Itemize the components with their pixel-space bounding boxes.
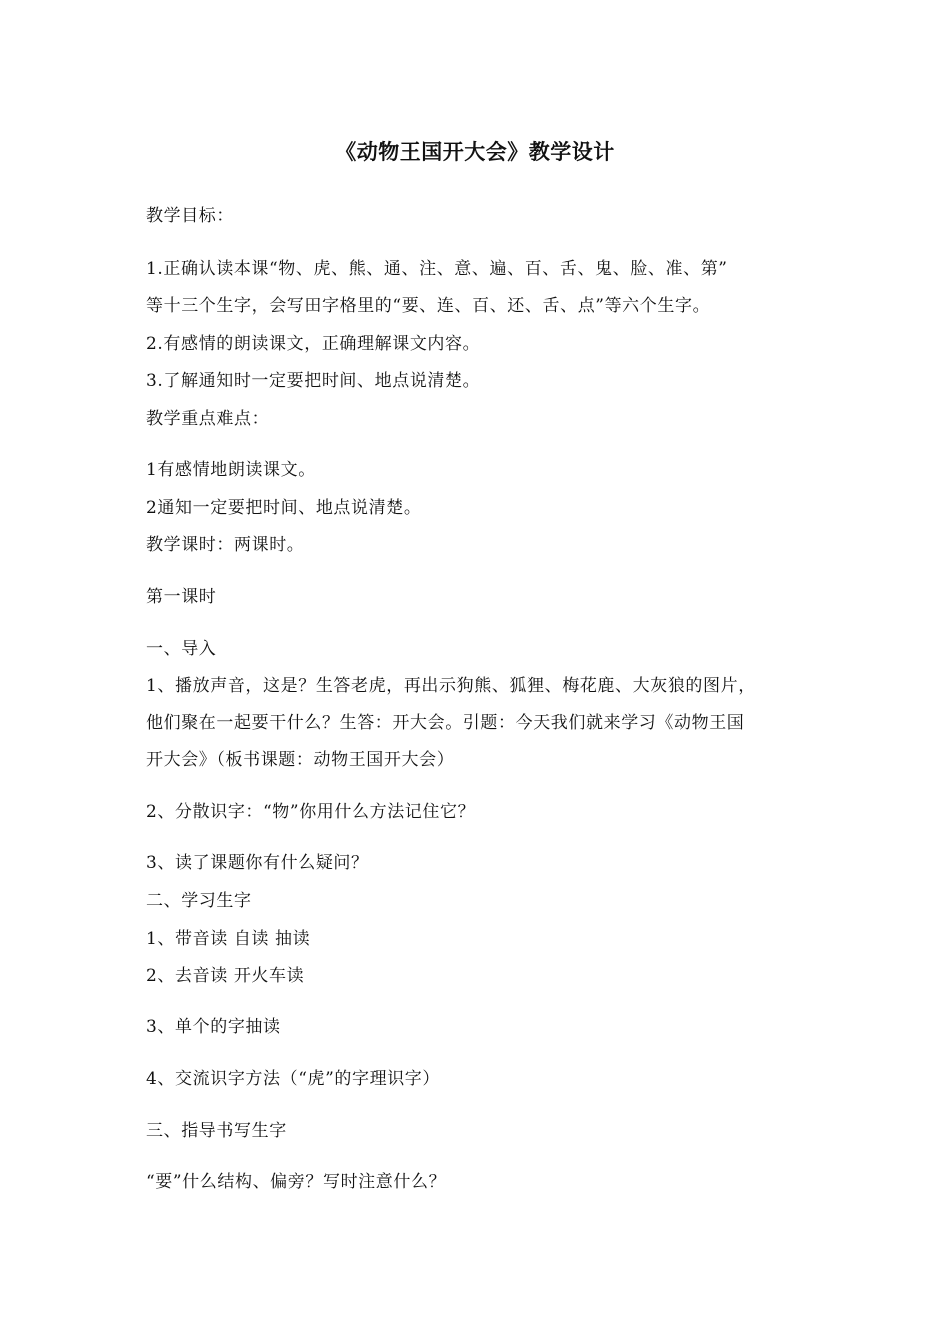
section-1-heading: 一、导入 <box>146 639 217 659</box>
writing-question: “要”什么结构、偏旁？写时注意什么？ <box>146 1172 447 1192</box>
intro-3: 3、读了课题你有什么疑问？ <box>146 853 369 873</box>
intro-1-line-1: 1、播放声音，这是？生答老虎，再出示狗熊、狐狸、梅花鹿、大灰狼的图片， <box>146 676 756 696</box>
intro-1-line-3: 开大会》（板书课题：动物王国开大会） <box>146 750 455 770</box>
class-hours: 教学课时：两课时。 <box>146 535 305 555</box>
intro-2: 2、分散识字：“物”你用什么方法记住它？ <box>146 802 476 822</box>
learn-3: 3、单个的字抽读 <box>146 1017 281 1037</box>
section-3-heading: 三、指导书写生字 <box>146 1121 287 1141</box>
goal-1-line-1: 1.正确认读本课“物、虎、熊、通、注、意、遍、百、舌、鬼、脸、准、第” <box>146 259 728 279</box>
learn-4: 4、交流识字方法（“虎”的字理识字） <box>146 1069 440 1089</box>
goal-1-line-2: 等十三个生字，会写田字格里的“要、连、百、还、舌、点”等六个生字。 <box>146 296 711 316</box>
key-points-heading: 教学重点难点： <box>146 409 270 429</box>
key-point-1: 1有感情地朗读课文。 <box>146 460 316 480</box>
learn-1: 1、带音读 自读 抽读 <box>146 929 311 949</box>
goal-3: 3.了解通知时一定要把时间、地点说清楚。 <box>146 371 481 391</box>
intro-1-line-2: 他们聚在一起要干什么？生答：开大会。引题：今天我们就来学习《动物王国 <box>146 713 745 733</box>
document-title: 《动物王国开大会》教学设计 <box>335 140 615 164</box>
section-2-heading: 二、学习生字 <box>146 891 252 911</box>
goal-2: 2.有感情的朗读课文，正确理解课文内容。 <box>146 334 481 354</box>
lesson-1-heading: 第一课时 <box>146 587 217 607</box>
learn-2: 2、去音读 开火车读 <box>146 966 305 986</box>
goals-heading: 教学目标： <box>146 206 234 226</box>
key-point-2: 2通知一定要把时间、地点说清楚。 <box>146 498 422 518</box>
